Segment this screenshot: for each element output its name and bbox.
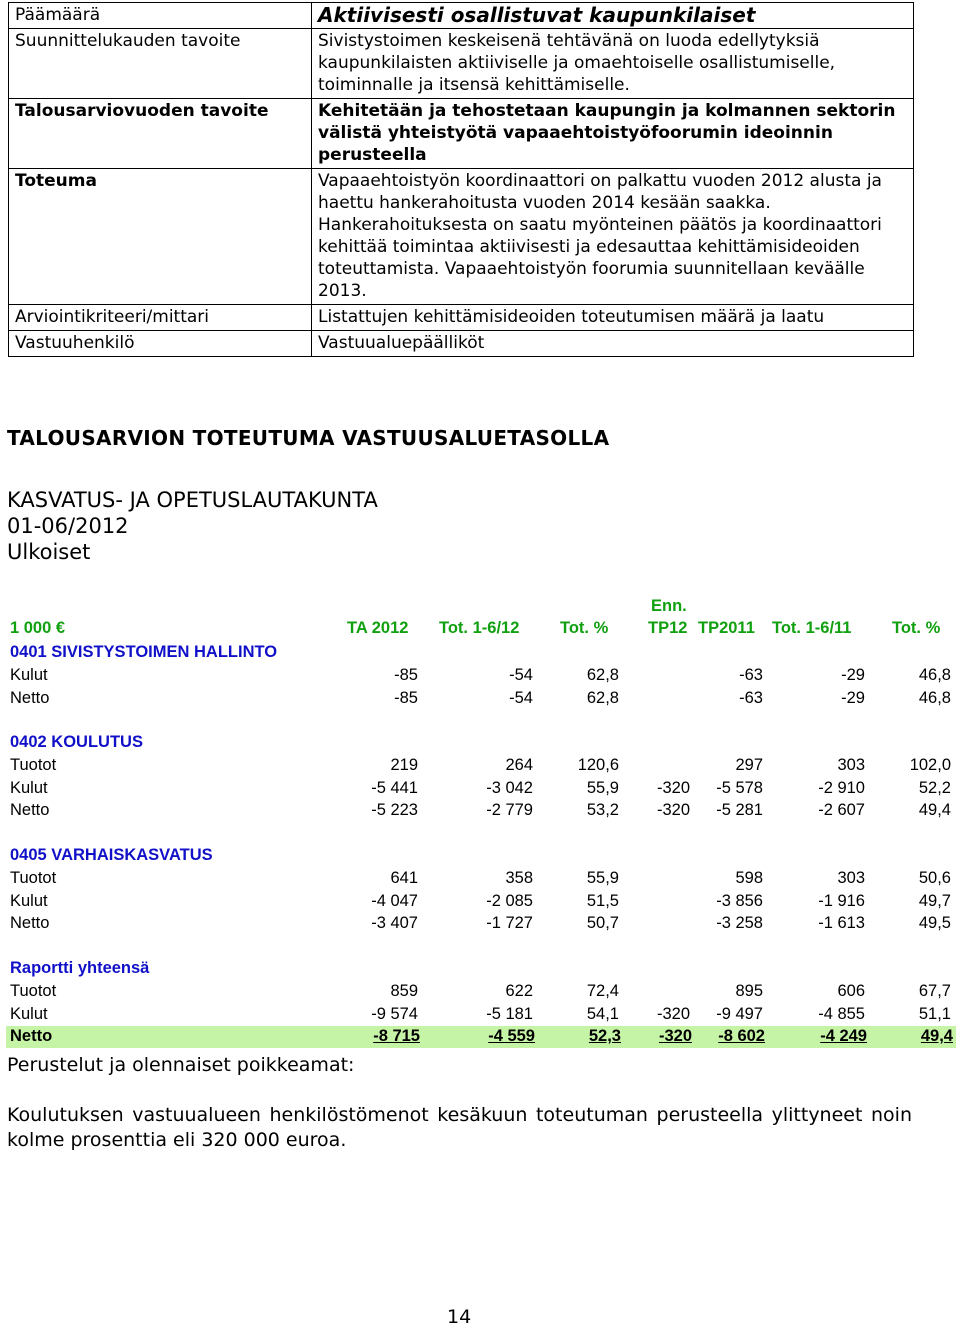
data-row [0, 1004, 960, 1026]
goal-value: Vapaaehtoistyön koordinaattori on palkattu vuoden 2012 alusta ja haettu hankerahoitusta vuoden 2014 kesään saakka. Hankerahoituksesta on saatu myönteinen päätös ja koordinaattori kehittää toimintaa aktiivisesti ja edesauttaa kehittämisideoiden toteuttamista. Vapaaehtoistyön foorumia suunnitellaan keväälle 2013. [312, 169, 914, 305]
row-label: Netto [10, 688, 50, 707]
cell-value: -2 910 [818, 778, 865, 797]
cell-value: -8 715 [373, 1027, 420, 1046]
cell-value: 297 [735, 756, 763, 774]
cell-value: 895 [735, 982, 763, 1000]
goal-label: Talousarviovuoden tavoite [9, 99, 312, 169]
cell-value: -1 613 [818, 914, 865, 933]
cell-value: -3 407 [371, 914, 418, 933]
cell-value: -3 042 [486, 778, 533, 797]
cell-value: 102,0 [909, 756, 951, 774]
goal-label: Toteuma [9, 169, 312, 305]
cell-value: -1 727 [486, 914, 533, 933]
cell-value: -5 281 [716, 801, 763, 820]
cell-value: 46,8 [918, 688, 951, 707]
cell-value: 49,4 [920, 1027, 953, 1046]
cell-value: 641 [390, 869, 418, 887]
financial-table [0, 596, 960, 1050]
cell-value: -3 856 [716, 891, 763, 910]
data-row [0, 868, 960, 890]
cell-value: -63 [739, 666, 763, 684]
cell-value: 46,8 [918, 666, 951, 684]
cell-value: 120,6 [577, 756, 619, 774]
row-label: Netto [10, 914, 50, 933]
cell-value: -63 [739, 688, 763, 707]
goal-value: Kehitetään ja tehostetaan kaupungin ja kolmannen sektorin välistä yhteistyötä vapaaehtoistyöfoorumin ideoinnin perusteella [312, 99, 914, 169]
cell-value: 55,9 [586, 869, 619, 887]
cell-value: 51,5 [586, 891, 619, 910]
cell-value: 72,4 [586, 982, 619, 1000]
section-title: 0402 KOULUTUS [10, 733, 143, 751]
column-header-row [0, 618, 960, 640]
enn-label: Enn. [651, 597, 687, 615]
cell-value: -1 916 [818, 891, 865, 910]
cell-value: 358 [505, 869, 533, 887]
section-title: 0401 SIVISTYSTOIMEN HALLINTO [10, 643, 278, 661]
goal-value: Listattujen kehittämisideoiden toteutumisen määrä ja laatu [312, 305, 914, 331]
cell-value: 303 [837, 869, 865, 887]
column-header: TA 2012 [347, 619, 409, 637]
section-title-row [0, 845, 960, 867]
section-title-row [0, 642, 960, 664]
cell-value: -320 [658, 1027, 692, 1046]
reasons-text: Koulutuksen vastuualueen henkilöstömenot kesäkuun toteutuman perusteella ylittyneet noin kolme prosenttia eli 320 000 euroa. [7, 1104, 912, 1151]
data-row [0, 800, 960, 822]
cell-value: 49,5 [918, 914, 951, 933]
cell-value: -9 574 [371, 1004, 418, 1023]
unit-label: 1 000 € [10, 619, 66, 637]
cell-value: 52,2 [918, 778, 951, 797]
cell-value: -320 [656, 801, 690, 820]
column-header: Tot. 1-6/12 [439, 619, 520, 637]
cell-value: 52,3 [588, 1027, 621, 1046]
goal-value: Sivistystoimen keskeisenä tehtävänä on luoda edellytyksiä kaupunkilaisten aktiiviselle ja omaehtoiselle osallistumiselle, toiminnalle ja itsensä kehittämiselle. [312, 29, 914, 99]
cell-value: 49,7 [918, 891, 951, 910]
cell-value: -3 258 [716, 914, 763, 933]
cell-value: -2 085 [486, 891, 533, 910]
cell-value: 53,2 [586, 801, 619, 820]
cell-value: -54 [509, 688, 533, 707]
period: 01-06/2012 [7, 514, 129, 538]
cell-value: 303 [837, 756, 865, 774]
org-name: KASVATUS- JA OPETUSLAUTAKUNTA [7, 488, 378, 512]
data-row [0, 981, 960, 1003]
goal-label: Suunnittelukauden tavoite [9, 29, 312, 99]
row-label: Tuotot [10, 982, 57, 1000]
row-label: Kulut [10, 666, 48, 684]
goal-row [9, 99, 914, 169]
cell-value: 50,7 [586, 914, 619, 933]
row-label: Tuotot [10, 869, 57, 887]
cell-value: 264 [505, 756, 533, 774]
data-row [0, 913, 960, 935]
goal-row [9, 305, 914, 331]
cell-value: -8 602 [718, 1027, 765, 1046]
section-title-row [0, 958, 960, 980]
row-label: Kulut [10, 891, 48, 910]
row-label: Kulut [10, 778, 48, 797]
column-header: Tot. % [560, 619, 609, 637]
column-header: Tot. % [892, 619, 941, 637]
cell-value: 598 [735, 869, 763, 887]
data-row [0, 755, 960, 777]
goal-label: Vastuuhenkilö [9, 331, 312, 357]
section-title: Raportti yhteensä [10, 959, 150, 977]
goal-row [9, 3, 914, 29]
cell-value: 67,7 [918, 982, 951, 1000]
data-row [0, 891, 960, 913]
goal-label: Päämäärä [9, 3, 312, 29]
cell-value: -320 [656, 778, 690, 797]
cell-value: -29 [841, 666, 865, 684]
cell-value: 55,9 [586, 778, 619, 797]
cell-value: 622 [505, 982, 533, 1000]
data-row [0, 665, 960, 687]
category: Ulkoiset [7, 540, 91, 564]
cell-value: 219 [390, 756, 418, 774]
cell-value: 50,6 [918, 869, 951, 887]
cell-value: -5 578 [716, 778, 763, 797]
reasons-heading: Perustelut ja olennaiset poikkeamat: [7, 1054, 355, 1076]
section-title: 0405 VARHAISKASVATUS [10, 846, 213, 864]
cell-value: -9 497 [716, 1004, 763, 1023]
cell-value: -320 [656, 1004, 690, 1023]
cell-value: -2 607 [818, 801, 865, 820]
row-label: Kulut [10, 1004, 48, 1023]
goal-value: Vastuualuepäälliköt [312, 331, 914, 357]
section-title-row [0, 732, 960, 754]
cell-value: -5 441 [371, 778, 418, 797]
row-label: Tuotot [10, 756, 57, 774]
page-number: 14 [447, 1306, 472, 1328]
column-header-row-top [0, 596, 960, 618]
cell-value: -85 [394, 688, 418, 707]
cell-value: -2 779 [486, 801, 533, 820]
row-label: Netto [10, 801, 50, 820]
goal-value: Aktiivisesti osallistuvat kaupunkilaiset [312, 3, 914, 29]
cell-value: -4 855 [818, 1004, 865, 1023]
cell-value: -4 047 [371, 891, 418, 910]
goal-row [9, 169, 914, 305]
cell-value: -5 223 [371, 801, 418, 820]
cell-value: 54,1 [586, 1004, 619, 1023]
column-header: TP12 [648, 619, 688, 637]
cell-value: -54 [509, 666, 533, 684]
cell-value: -29 [841, 688, 865, 707]
cell-value: -4 249 [820, 1027, 867, 1046]
cell-value: 859 [390, 982, 418, 1000]
goal-row [9, 29, 914, 99]
cell-value: 62,8 [586, 688, 619, 707]
goal-table [8, 2, 914, 357]
row-label: Netto [10, 1027, 53, 1046]
goal-label: Arviointikriteeri/mittari [9, 305, 312, 331]
section-title: TALOUSARVION TOTEUTUMA VASTUUSALUETASOLLA [7, 426, 610, 450]
cell-value: -4 559 [488, 1027, 535, 1046]
cell-value: -5 181 [486, 1004, 533, 1023]
cell-value: 606 [837, 982, 865, 1000]
column-header: Tot. 1-6/11 [772, 619, 852, 637]
cell-value: 51,1 [918, 1004, 951, 1023]
column-header: TP2011 [698, 619, 755, 637]
cell-value: -85 [394, 666, 418, 684]
goal-row [9, 331, 914, 357]
data-row [0, 688, 960, 710]
cell-value: 49,4 [918, 801, 951, 820]
data-row [0, 778, 960, 800]
total-netto-row [6, 1026, 956, 1048]
cell-value: 62,8 [586, 666, 619, 684]
